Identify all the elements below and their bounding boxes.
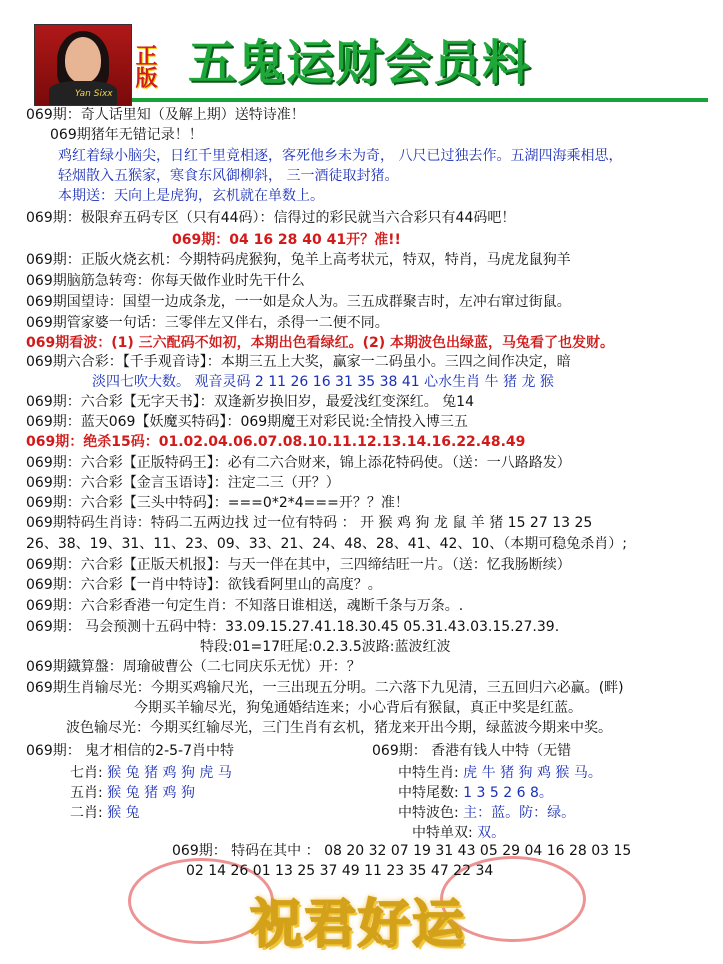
row-label: 五肖: <box>70 785 103 801</box>
left-block-row <box>70 784 195 802</box>
row-value: 猴 兔 猪 鸡 狗 <box>107 785 195 801</box>
portrait-face <box>65 37 101 83</box>
row-value: 双。 <box>477 825 506 841</box>
portrait-caption: Yan Sixx <box>75 89 113 99</box>
text-line: 069期六合彩：【千手观音诗】：本期三五上大奖，赢家一二码虽小。三四之间作决定，暗 <box>26 354 571 370</box>
right-block-title: 069期： 香港有钱人中特（无错 <box>372 743 572 759</box>
text-line: 波色输尽光：今期买红输尽光，三门生肖有玄机，猪龙来开出今期，绿蓝波今期来中奖。 <box>66 720 612 736</box>
footer-line: 02 14 26 01 13 25 37 49 11 23 35 47 22 34 <box>186 863 494 879</box>
row-value: 主：蓝。防：绿。 <box>463 805 576 821</box>
header-banner <box>22 18 708 102</box>
text-line: 069期国望诗：国望一边成条龙，一一如是众人为。三五成群聚吉时，左冲右窜过街鼠。 <box>26 294 571 310</box>
highlight-line: 069期：04 16 28 40 41开？准!! <box>172 232 401 248</box>
row-label: 七肖: <box>70 765 103 781</box>
page-title: 五鬼运财会员料 <box>188 35 532 91</box>
text-line: 26、38、19、31、11、23、09、33、21、24、48、28、41、42、10、（本期可稳兔杀肖）; <box>26 536 627 552</box>
row-value: 1 3 5 2 6 8。 <box>463 785 553 801</box>
text-line: 069期：六合彩【一肖中特诗】：欲钱看阿里山的高度？。 <box>26 577 382 593</box>
row-value: 猴 兔 <box>107 805 140 821</box>
footer-line: 069期： 特码在其中 ： 08 20 32 07 19 31 43 05 29 04 16 28 03 15 <box>172 843 632 859</box>
text-line: 今期买羊输尽光，狗兔通婚结连来；小心背后有猴鼠，真正中奖是红蓝。 <box>134 700 582 716</box>
text-line: 069期：六合彩【无字天书】：双逢新岁换旧岁，最爱浅红变深红。 兔14 <box>26 394 474 410</box>
right-block-row <box>412 824 505 842</box>
row-value: 虎 牛 猪 狗 鸡 猴 马。 <box>463 765 602 781</box>
right-block-row <box>398 784 553 802</box>
left-block-title: 069期： 鬼才相信的2-5-7肖中特 <box>26 743 234 759</box>
text-line: 特段:01=17旺尾:0.2.3.5波路:蓝波红波 <box>200 639 451 655</box>
portrait-photo <box>34 24 132 106</box>
right-block-row <box>398 804 575 822</box>
text-line: 淡四七吹大数。 观音灵码 2 11 26 16 31 35 38 41 心水生肖 牛 猪 龙 猴 <box>92 374 554 390</box>
text-line: 069期猪年无错记录！！ <box>50 127 203 143</box>
text-line: 069期鐡算盤：周瑜破曹公（二七同庆乐无忧）开：？ <box>26 659 361 675</box>
text-line: 069期：六合彩【正版天机报】：与天一伴在其中，三四缔结旺一片。（送：忆我肠断续） <box>26 557 571 573</box>
text-line: 069期：正版火烧玄机：今期特码虎猴狗，兔羊上高考状元，特双，特肖，马虎龙鼠狗羊 <box>26 252 571 268</box>
text-line: 069期：奇人话里知（及解上期）送特诗准！ <box>26 107 305 123</box>
zheng-ban-badge: 正版 <box>132 44 157 88</box>
poem-line: 轻烟散入五猴家，寒食东风御柳斜， 三一酒徒取封猪。 <box>58 168 399 184</box>
text-line: 069期生肖输尽光：今期买鸡输尺光，一三出现五分明。二六落下九见清，三五回归六必赢。(畔) <box>26 680 624 696</box>
text-line: 069期： 马会预测十五码中特：33.09.15.27.41.18.30.45 05.31.43.03.15.27.39. <box>26 619 560 635</box>
text-line: 069期：六合彩【金言玉语诗】：注定二三（开？） <box>26 475 340 491</box>
left-block-row <box>70 764 232 782</box>
poem-line: 鸡红着绿小脑尖，日红千里竟相逐，客死他乡未为奇， 八尺已过独去作。五湖四海乘相思， <box>58 148 623 164</box>
text-line: 069期：六合彩【三头中特码】：===0*2*4===开？？准！ <box>26 495 409 511</box>
row-label: 中特尾数: <box>398 785 459 801</box>
text-line: 069期脑筋急转弯：你每天做作业时先干什么 <box>26 273 305 289</box>
text-line: 069期管家婆一句话：三零伴左又伴右，杀得一二便不同。 <box>26 315 389 331</box>
text-line: 069期：六合彩香港一句定生肖：不知落日谁相送，魂断千条与万条。. <box>26 598 464 614</box>
text-line: 069期：蓝天069【妖魔买特码】：069期魔王对彩民说:全情投入博三五 <box>26 414 468 430</box>
header-divider <box>132 98 708 102</box>
highlight-line: 069期看波：(1) 三六配码不如初，本期出色看绿红。(2) 本期波色出绿蓝，马兔看了也发财。 <box>26 335 615 351</box>
row-label: 中特生肖: <box>398 765 459 781</box>
poem-line: 本期送：天向上是虎狗，玄机就在单数上。 <box>58 188 324 204</box>
good-luck-banner: 祝君好运 <box>250 895 467 955</box>
row-label: 二肖: <box>70 805 103 821</box>
right-block-row <box>398 764 602 782</box>
highlight-line: 069期：绝杀15码：01.02.04.06.07.08.10.11.12.13.14.16.22.48.49 <box>26 434 526 450</box>
row-value: 猴 兔 猪 鸡 狗 虎 马 <box>107 765 232 781</box>
text-line: 069期特码生肖诗：特码二五两边找 过一位有特码 ： 开 猴 鸡 狗 龙 鼠 羊 猪 15 27 13 25 <box>26 515 593 531</box>
text-line: 069期：六合彩【正版特码王】：必有二六合财来，锦上添花特码使。（送：一八路路发） <box>26 455 571 471</box>
text-line: 069期：极限弃五码专区（只有44码）：信得过的彩民就当六合彩只有44码吧！ <box>26 210 516 226</box>
row-label: 中特波色: <box>398 805 459 821</box>
row-label: 中特单双: <box>412 825 473 841</box>
left-block-row <box>70 804 140 822</box>
